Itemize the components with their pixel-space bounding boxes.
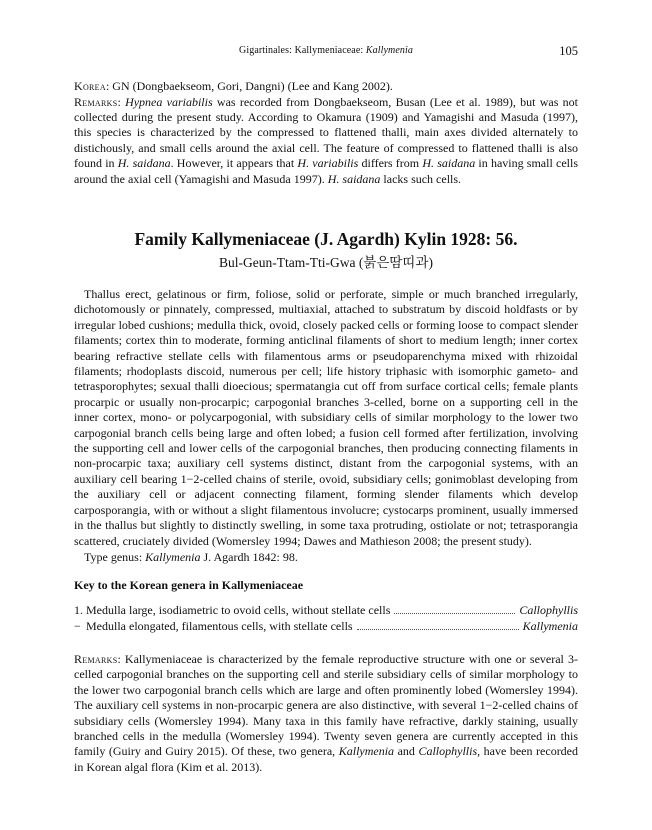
key-leader-dots <box>394 613 515 614</box>
species-name: H. saidana <box>327 171 381 186</box>
remarks-text: : Kallymeniaceae is characterized by the female reproductive structure with one or several 3-celled carpogonial branches on the supporting cell and sterile subsidiary cells of similar morphology to the lower two carpogonial branch cells which are large and often prominently lobed (Womersley 1994). The auxiliary cell systems in non-procarpic genera are also distinctive, with several 1−2-celled chains of subsidiary cells (Womersley 1994). Many taxa in this family have refractive, darkly staining, usually branched cells in the medulla (Womersley 1994). Twenty seven genera are currently accepted in this family (Guiry and Guiry 2015). Of these, two genera, <box>74 652 578 759</box>
remarks-text: lacks such cells. <box>380 171 462 186</box>
family-title: Family Kallymeniaceae (J. Agardh) Kylin 1928: 56. <box>134 229 518 249</box>
korea-text: : GN (Dongbaekseom, Gori, Dangni) (Lee and Kang 2002). <box>105 79 393 93</box>
type-genus-label: Type genus: <box>84 550 146 564</box>
family-korean-name: Bul-Geun-Ttam-Tti-Gwa (붉은땀띠과) <box>218 255 434 270</box>
remarks-text: and <box>394 744 419 759</box>
korea-distribution-paragraph <box>74 79 578 94</box>
species-name: Hypnea variabilis <box>125 94 213 109</box>
running-head-genus: Kallymenia <box>365 45 413 56</box>
remarks-label: Remarks <box>74 652 118 666</box>
species-name: H. saidana <box>422 156 476 171</box>
species-name: H. saidana <box>117 156 171 171</box>
remarks-paragraph-2 <box>74 652 578 775</box>
remarks-label: Remarks <box>74 94 118 109</box>
family-description <box>74 287 578 549</box>
key-genus: Kallymenia <box>522 618 578 633</box>
remarks-paragraph-1 <box>74 95 578 187</box>
key-text: Medulla large, isodiametric to ovoid cells, without stellate cells <box>86 603 391 617</box>
running-head <box>0 45 652 56</box>
key-number: 1. <box>74 603 83 617</box>
key-leader-dots <box>357 629 519 630</box>
key-list <box>74 603 578 634</box>
page-number: 105 <box>559 44 578 58</box>
remarks-text: differs from <box>358 156 423 171</box>
genus-name: Kallymenia <box>338 744 395 759</box>
type-genus-name: Kallymenia <box>145 550 201 564</box>
remarks-text: in having small cells around the axial cell (Yamagishi and Masuda 1997). <box>74 156 578 186</box>
species-name: H. variabilis <box>297 156 359 171</box>
remarks-text: , have been recorded in Korean algal flora (Kim et al. 2013). <box>74 744 579 774</box>
key-title: Key to the Korean genera in Kallymeniaceae <box>74 578 304 592</box>
type-genus-reference: J. Agardh 1842: 98. <box>200 550 298 564</box>
running-head-text: Gigartinales: Kallymeniaceae: <box>239 45 366 56</box>
key-row <box>74 603 578 619</box>
key-number: − <box>74 618 81 633</box>
genus-name: Callophyllis <box>418 744 478 759</box>
type-genus-line <box>74 550 578 565</box>
key-row <box>74 619 578 635</box>
key-text: Medulla elongated, filamentous cells, with stellate cells <box>86 618 353 633</box>
remarks-text: . However, it appears that <box>170 156 298 171</box>
remarks-text: was recorded from Dongbaekseom, Busan (Lee et al. 1989), but was not collected during the present study. According to Okamura (1909) and Yamagishi and Masuda (1997), this species is characterized by the compressed to flattened thalli, main axes divided alternately to distichously, and small cells around the axial cell. The feature of compressed to flattened thalli is also found in <box>74 94 579 171</box>
key-genus: Callophyllis <box>519 603 578 617</box>
korea-label: Korea <box>74 79 106 93</box>
description-text: Thallus erect, gelatinous or firm, foliose, solid or perforate, simple or much branched irregularly, dichotomously or pinnately, compressed, multiaxial, attached to substratum by discoid holdfasts or by irregular lobed cushions; medulla thick, ovoid, closely packed cells or forming loose to compact slender filaments; cortex thin to moderate, forming anticlinal filaments of short to medium length; inner cortex bearing refractive stellate cells with filamentous arms or pseudoparenchyma mixed with rhizoidal filaments; rhodoplasts discoid, numerous per cell; life history triphasic with isomorphic gameto- and tetrasporophytes; sexual thalli dioecious; spermatangia cut off from surface cortical cells; female plants procarpic or usually non-procarpic; carpogonial branches 3-celled, borne on a supporting cell in the inner cortex, mono- or polycarpogonial, with subsidiary cells of similar morphology to the lower two carpogonial branch cells being large and often lobed; a fusion cell formed after fertilization, involving the supporting cell and lower cells of the carpogonial branches, then producing connecting filaments in non-procarpic taxa; auxiliary cell systems distinct, distant from the carpogonial systems, with an auxiliary cell bearing 1−2-celled chains of sterile, ovoid, subsidiary cells; gonimoblast developing from the auxiliary cell or adjacent connecting filament, forming slender filaments which develop carposporangia, with or without a slight filamentous involucre; cystocarps prominent, usually immersed in the thallus but slightly to distinctly swelling, in some taxa protruding, ostiolate or not; tetrasporangia scattered, cruciately divided (Womersley 1994; Dawes and Mathieson 2008; the present study). <box>74 287 578 548</box>
remarks-text: : <box>117 94 126 109</box>
